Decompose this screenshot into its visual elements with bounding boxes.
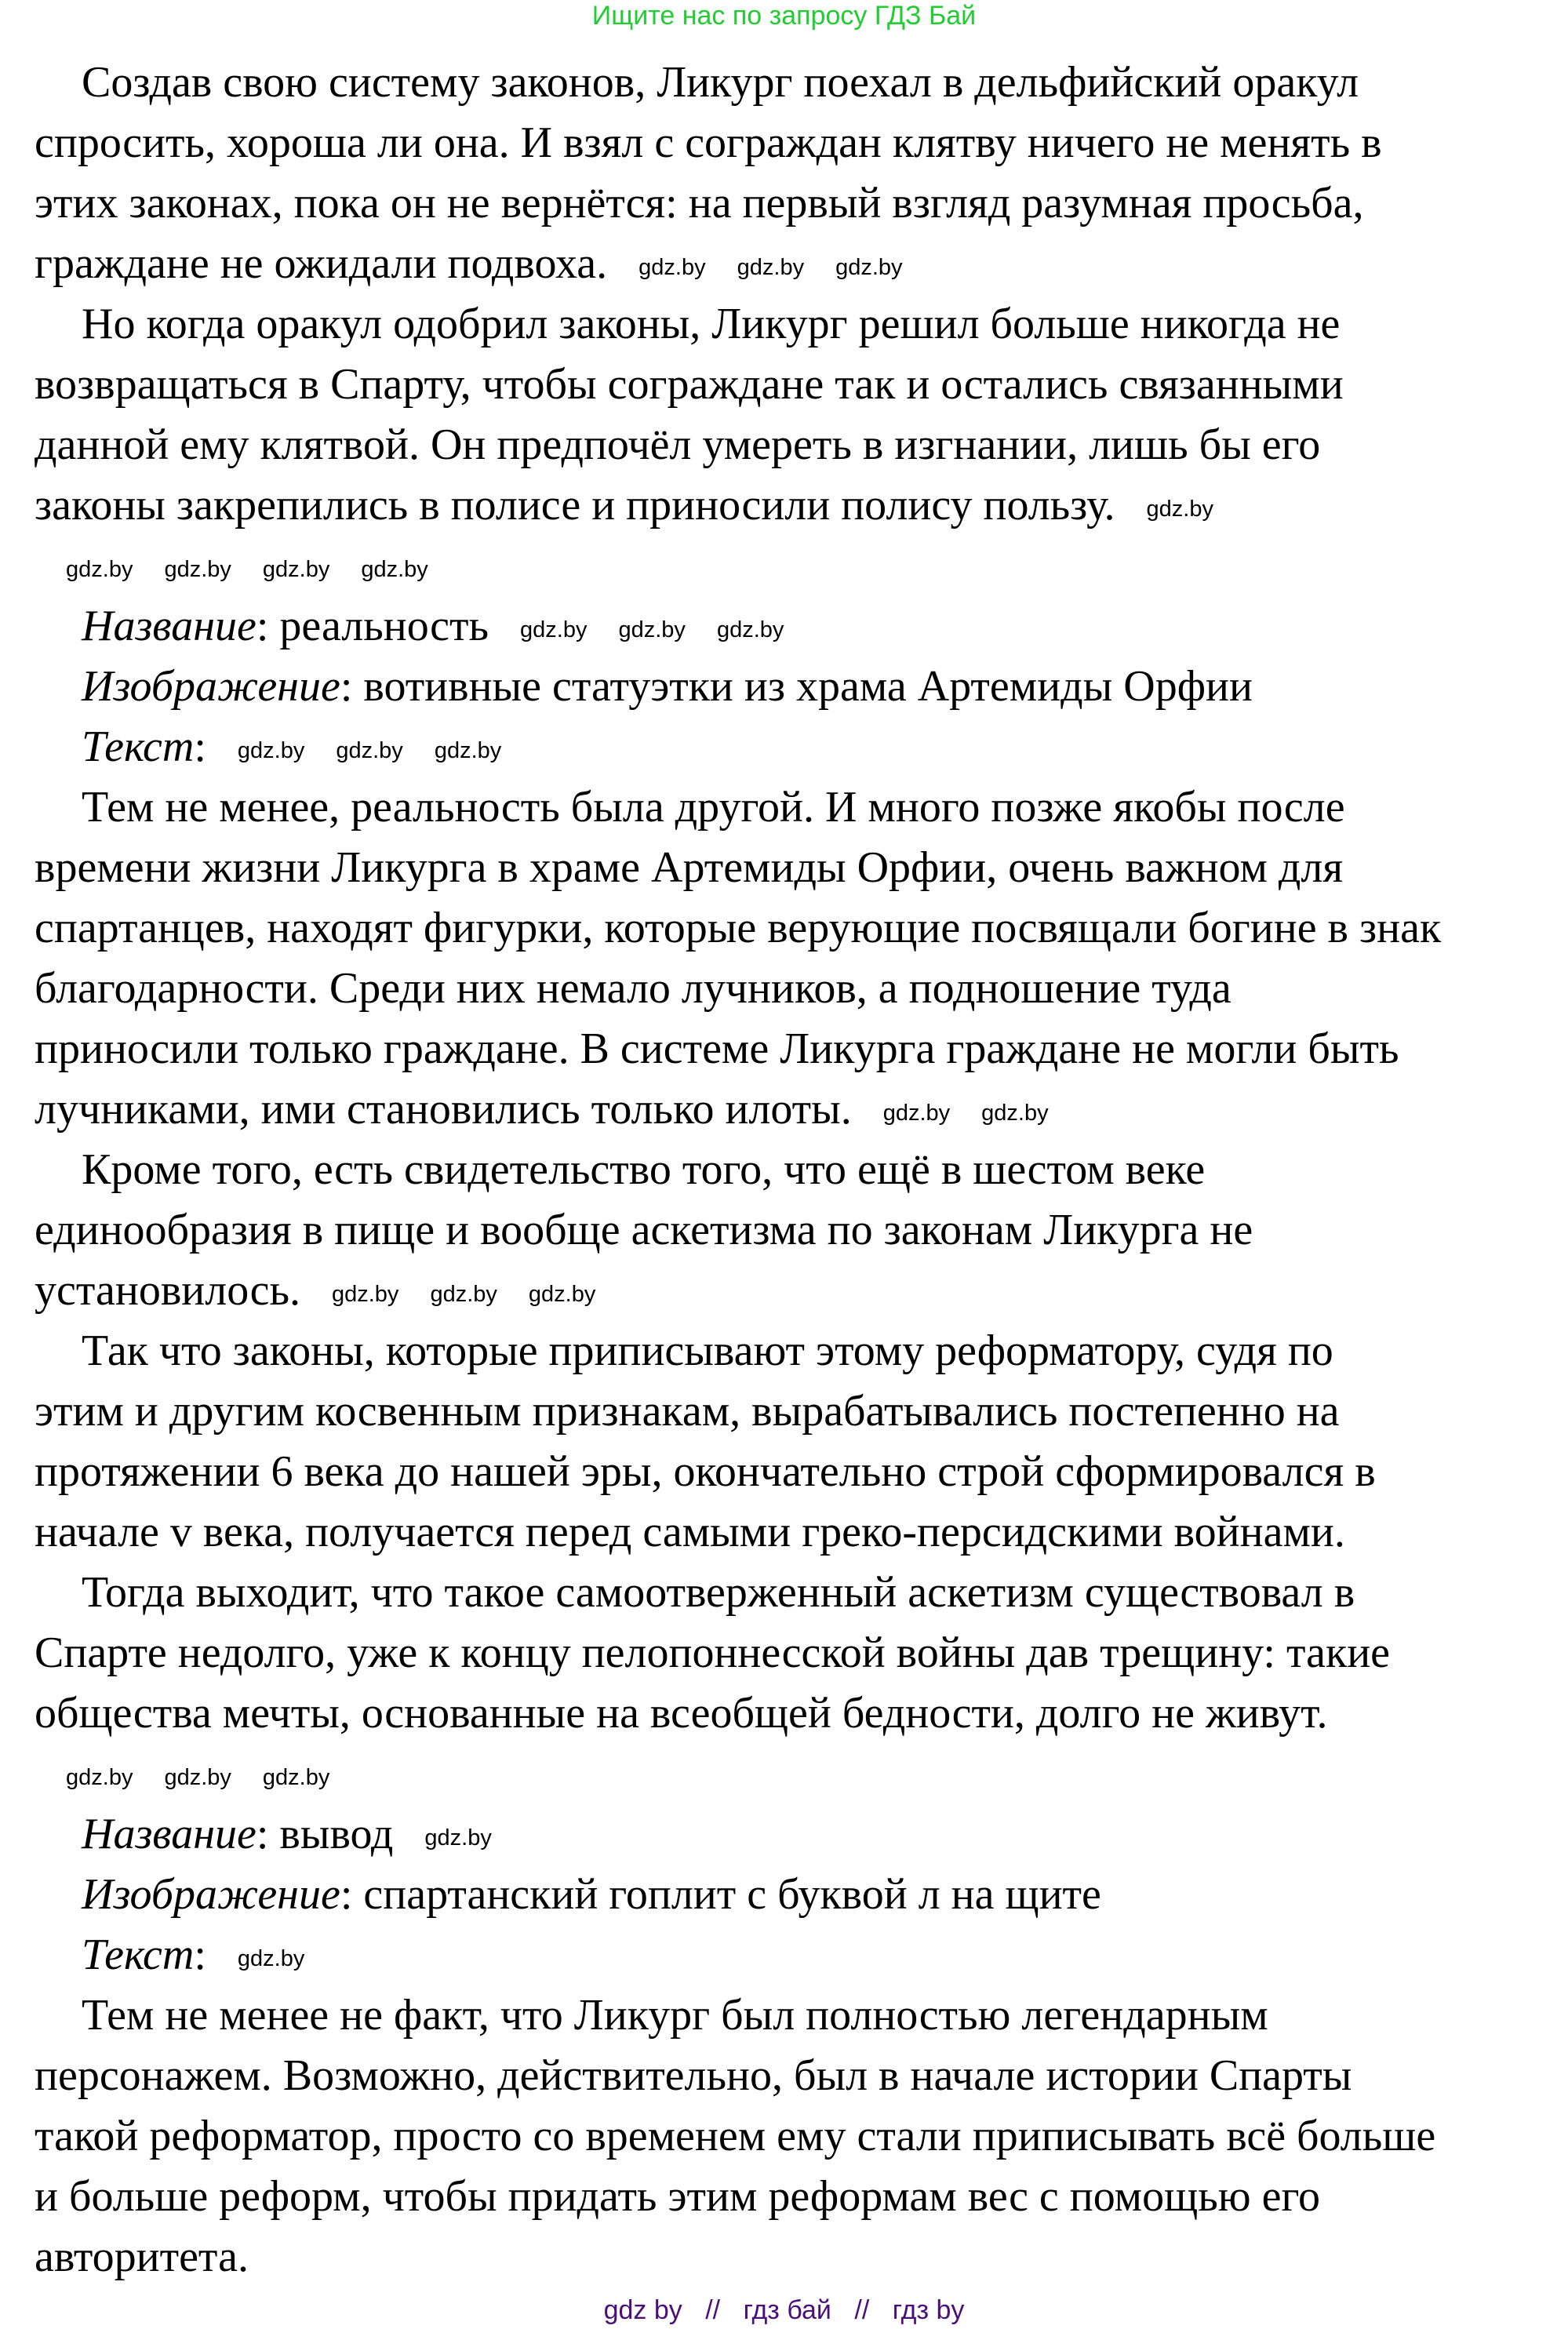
line-text: начале v века, получается перед самыми греко-персидскими войнами. [35, 1508, 1345, 1556]
watermark-text: gdz.by [882, 1101, 951, 1126]
watermark-text: gdz.by [237, 1946, 305, 1972]
text-line [35, 959, 1556, 1019]
text-line [35, 1200, 1556, 1261]
line-text: установилось. [35, 1266, 300, 1315]
watermark-text: gdz.by [1146, 497, 1213, 522]
line-text: спартанцев, находят фигурки, которые верующие посвящали богине в знак [35, 904, 1442, 952]
line-text: Тогда выходит, что такое самоотверженный аскетизм существовал в [82, 1568, 1355, 1617]
text-line [35, 1321, 1556, 1381]
line-text: Спарте недолго, уже к концу пелопоннесской войны дав трещину: такие [35, 1628, 1391, 1677]
watermark-text: gdz.by [981, 1101, 1049, 1126]
watermark-text: gdz.by [638, 255, 706, 281]
document-body [35, 53, 1556, 2287]
field-label: Текст [82, 722, 195, 771]
text-line [35, 2046, 1556, 2106]
line-text: такой реформатор, просто со временем ему стали приписывать всё больше [35, 2112, 1436, 2160]
line-text: этих законах, пока он не вернётся: на первый взгляд разумная просьба, [35, 179, 1364, 227]
text-line [35, 1140, 1556, 1200]
text-line [35, 294, 1556, 355]
field-line [35, 657, 1556, 717]
line-text: благодарности. Среди них немало лучников, а подношение туда [35, 964, 1231, 1013]
field-value: : [194, 1931, 206, 1979]
text-line [35, 1019, 1556, 1079]
blank-line [35, 1744, 1556, 1804]
line-text: спросить, хороша ли она. И взял с сограждан клятву ничего не менять в [35, 118, 1382, 167]
text-line [35, 777, 1556, 838]
footer-separator: // [705, 2295, 721, 2325]
text-line [35, 2106, 1556, 2167]
text-line [35, 1381, 1556, 1442]
blank-line [35, 536, 1556, 596]
line-text: Тем не менее, реальность была другой. И много позже якобы после [82, 783, 1345, 832]
text-line [35, 113, 1556, 173]
text-line [35, 1502, 1556, 1563]
footer-links [0, 2294, 1568, 2326]
line-text: Создав свою систему законов, Ликург поехал в дельфийский оракул [82, 58, 1359, 107]
line-text: авторитета. [35, 2233, 249, 2281]
field-line [35, 596, 1556, 657]
line-text: возвращаться в Спарту, чтобы сограждане так и остались связанными [35, 360, 1344, 409]
text-line [35, 1985, 1556, 2046]
field-line [35, 717, 1556, 777]
watermark-text: gdz.by [361, 557, 428, 583]
field-label: Название [82, 602, 256, 650]
footer-link-gdz-by-cyr[interactable]: гдз by [892, 2295, 965, 2325]
line-text: Тем не менее не факт, что Ликург был полностью легендарным [82, 1991, 1268, 2040]
watermark-text: gdz.by [336, 738, 403, 764]
field-line [35, 1804, 1556, 1865]
field-value: : спартанский гоплит с буквой л на щите [340, 1870, 1101, 1919]
text-line [35, 2227, 1556, 2287]
text-line [35, 415, 1556, 475]
line-text: Но когда оракул одобрил законы, Ликург решил больше никогда не [82, 300, 1341, 348]
line-text: общества мечты, основанные на всеобщей бедности, долго не живут. [35, 1689, 1328, 1738]
text-line [35, 475, 1556, 536]
watermark-text: gdz.by [237, 738, 305, 764]
line-text: персонажем. Возможно, действительно, был в начале истории Спарты [35, 2051, 1352, 2100]
text-line [35, 838, 1556, 898]
footer-link-gdz-bai[interactable]: гдз бай [743, 2295, 831, 2325]
watermark-text: gdz.by [835, 255, 903, 281]
line-text: приносили только граждане. В системе Ликурга граждане не могли быть [35, 1024, 1399, 1073]
text-line [35, 355, 1556, 415]
text-line [35, 1261, 1556, 1321]
watermark-text: gdz.by [430, 1282, 497, 1308]
field-line [35, 1865, 1556, 1925]
watermark-text: gdz.by [164, 1765, 231, 1791]
field-value: : реальность [256, 602, 489, 650]
watermark-text: gdz.by [424, 1825, 492, 1851]
field-value: : вотивные статуэтки из храма Артемиды Орфии [340, 662, 1253, 711]
field-value: : вывод [256, 1810, 394, 1858]
field-label: Изображение [82, 1870, 340, 1919]
watermark-text: gdz.by [331, 1282, 399, 1308]
watermark-text: gdz.by [737, 255, 805, 281]
watermark-text: gdz.by [618, 617, 686, 643]
line-text: граждане не ожидали подвоха. [35, 239, 608, 288]
text-line [35, 898, 1556, 959]
field-line [35, 1925, 1556, 1985]
text-line [35, 1079, 1556, 1140]
line-text: времени жизни Ликурга в храме Артемиды Орфии, очень важном для [35, 843, 1344, 892]
text-line [35, 1442, 1556, 1502]
watermark-text: gdz.by [262, 1765, 330, 1791]
text-line [35, 1683, 1556, 1744]
watermark-text: gdz.by [66, 557, 133, 583]
watermark-text: gdz.by [716, 617, 784, 643]
text-line [35, 53, 1556, 113]
line-text: Кроме того, есть свидетельство того, что ещё в шестом веке [82, 1145, 1206, 1194]
line-text: единообразия в пище и вообще аскетизма по законам Ликурга не [35, 1206, 1253, 1254]
watermark-text: gdz.by [66, 1765, 133, 1791]
field-label: Изображение [82, 662, 340, 711]
watermark-text: gdz.by [164, 557, 231, 583]
field-label: Название [82, 1810, 256, 1858]
field-value: : [194, 722, 206, 771]
line-text: этим и другим косвенным признакам, вырабатывались постепенно на [35, 1387, 1340, 1436]
line-text: протяжении 6 века до нашей эры, окончательно строй сформировался в [35, 1447, 1376, 1496]
footer-separator: // [854, 2295, 870, 2325]
watermark-text: gdz.by [434, 738, 502, 764]
text-line [35, 2167, 1556, 2227]
watermark-text: gdz.by [520, 617, 588, 643]
watermark-text: gdz.by [528, 1282, 596, 1308]
footer-link-gdz-by[interactable]: gdz by [603, 2295, 682, 2325]
line-text: данной ему клятвой. Он предпочёл умереть в изгнании, лишь бы его [35, 420, 1321, 469]
search-hint-banner: Ищите нас по запросу ГДЗ Бай [591, 1, 977, 31]
field-label: Текст [82, 1931, 195, 1979]
line-text: законы закрепились в полисе и приносили полису пользу. [35, 481, 1115, 529]
line-text: Так что законы, которые приписывают этому реформатору, судя по [82, 1326, 1333, 1375]
line-text: лучниками, ими становились только илоты. [35, 1085, 852, 1134]
watermark-text: gdz.by [262, 557, 330, 583]
text-line [35, 234, 1556, 294]
line-text: и больше реформ, чтобы придать этим реформам вес с помощью его [35, 2172, 1321, 2221]
text-line [35, 173, 1556, 234]
text-line [35, 1623, 1556, 1683]
text-line [35, 1563, 1556, 1623]
